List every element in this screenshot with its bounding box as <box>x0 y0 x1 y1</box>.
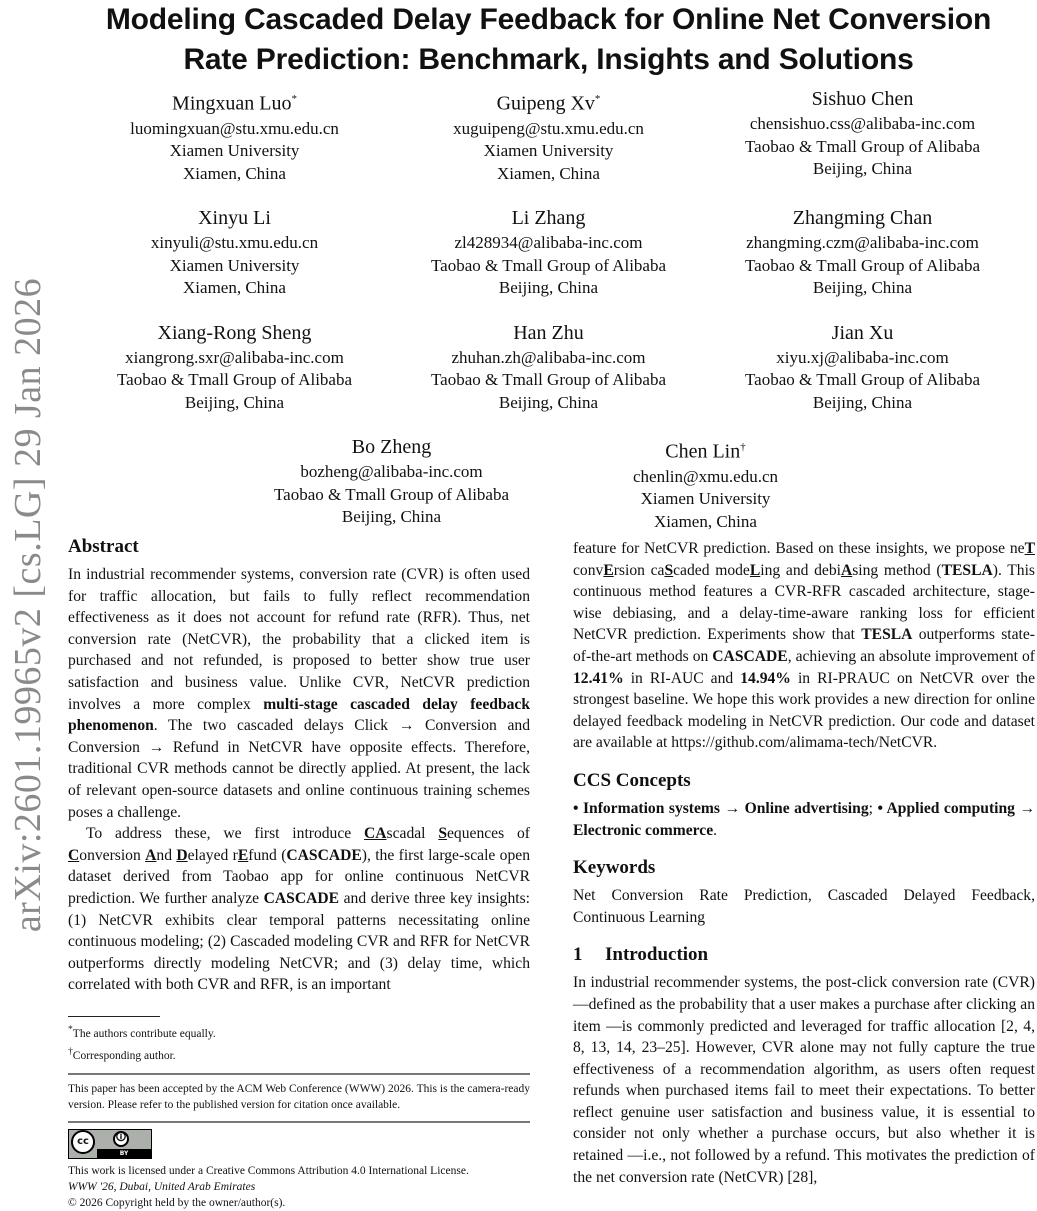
abstract-text: rsion ca <box>613 561 665 579</box>
author-name: Zhangming Chan <box>792 207 933 230</box>
footnote-equal <box>68 1021 530 1043</box>
abstract-text: To address these, we first introduce <box>86 825 365 843</box>
introduction-heading <box>573 942 1035 968</box>
author-row-1 <box>60 86 1037 185</box>
footnote-mark: † <box>68 1045 73 1057</box>
right-column <box>573 538 1035 1188</box>
author-name: Sishuo Chen <box>811 88 914 110</box>
ccs-concepts-list: • Information systems → Online advertising; • Applied computing → Electronic commerce. <box>573 799 1036 839</box>
footnote-mark: * <box>68 1023 73 1035</box>
acronym-letter: S <box>664 561 674 579</box>
title-line-1: Modeling Cascaded Delay Feedback for Online Net Conversion <box>105 3 992 36</box>
acronym-letter: L <box>749 561 761 579</box>
acronym-letter: C <box>68 846 80 864</box>
author-card <box>235 434 549 533</box>
author-affiliation: Xiamen University <box>640 489 771 509</box>
abstract-heading: Abstract <box>68 536 139 557</box>
introduction-paragraph: In industrial recommender systems, the post-click conversion rate (CVR) —defined as the probability that a user makes a purchase after clicking an item —is commonly predicted and leveraged for traffic allocation [2, 4, 8, 13, 14, 23–25]. However, CVR alone may not fully capture the true effectiveness of a recommendation algorithm, as users often request refunds when purchased items fail to meet their expectations. To better reflect genuine user satisfaction and business value, it is essential to consider not only whether a purchase occurs, but also whether it is retained —i.e., not followed by a refund. This motivates the prediction of the net conversion rate (NetCVR) [28], <box>573 974 1035 1186</box>
abstract-text-insights: and derive three key insights: (1) NetCVR exhibits clear temporal patterns necessitating online continuous modeling; (2) Cascaded modeling CVR and RFR for NetCVR outperforms directly modeling NetCVR; and (3) delay time, which correlated with both CVR and RFR, is an important <box>68 889 531 994</box>
arxiv-stamp <box>2 260 54 950</box>
author-email[interactable]: zl428934@alibaba-inc.com <box>454 233 643 253</box>
abstract-text: conv <box>573 561 604 579</box>
author-affiliation: Taobao & Tmall Group of Alibaba <box>744 255 981 275</box>
acronym-letter: S <box>438 825 448 843</box>
dataset-name: CASCADE <box>712 647 788 665</box>
arxiv-id-text: arXiv:2601.19965v2 [cs.LG] 29 Jan 2026 <box>7 277 50 933</box>
author-email[interactable]: xiyu.xj@alibaba-inc.com <box>776 347 949 367</box>
author-email[interactable]: chensishuo.css@alibaba-inc.com <box>749 114 976 133</box>
abstract-text: sing method <box>852 561 931 579</box>
author-row-4 <box>60 434 1037 533</box>
abstract-continuation: feature for NetCVR prediction. Based on these insights, we propose neT convErsion caScaded modeLing and debiAsing method (TESLA). This continuous method features a CVR-RFR cascaded architecture, stage-wise debiasing, and a delay-time-aware ranking loss for efficient NetCVR prediction. Experiments show that TESLA outperforms state-of-the-art methods on CASCADE, achieving an absolute improvement of 12.41% in RI-AUC and 14.94% in RI-PRAUC on NetCVR over the strongest baseline. We hope this work provides a new direction for online delayed feedback modeling in NetCVR prediction. Our code and dataset are available at https://github.com/alimama-tech/NetCVR. <box>573 540 1036 752</box>
section-title: Introduction <box>605 944 709 966</box>
code-repository-link[interactable]: https://github.com/alimama-tech/NetCVR <box>671 734 934 752</box>
acronym-letter: A <box>145 846 157 864</box>
author-location: Xiamen, China <box>497 163 600 183</box>
author-card <box>78 86 392 185</box>
abstract-text: in RI-AUC and <box>623 669 741 687</box>
keywords-text: Net Conversion Rate Prediction, Cascaded Delayed Feedback, Continuous Learning <box>573 887 1035 926</box>
author-location: Beijing, China <box>341 507 442 527</box>
author-email[interactable]: zhuhan.zh@alibaba-inc.com <box>451 347 646 367</box>
author-row-2 <box>60 205 1037 300</box>
author-email[interactable]: luomingxuan@stu.xmu.edu.cn <box>130 118 339 138</box>
abstract-text: feature for NetCVR prediction. Based on these insights, we propose <box>573 540 1010 557</box>
abstract-text: elayed r <box>187 846 238 864</box>
author-location: Xiamen, China <box>183 278 286 298</box>
author-email[interactable]: chenlin@xmu.edu.cn <box>632 466 778 486</box>
ccs-concepts-heading: CCS Concepts <box>573 769 691 791</box>
author-name: Xiang-Rong Sheng <box>157 321 312 344</box>
metric-ri-prauc: 14.94% <box>740 669 791 687</box>
author-card <box>549 434 863 533</box>
author-email[interactable]: xiangrong.sxr@alibaba-inc.com <box>125 347 344 367</box>
ccs-concept: Electronic commerce <box>573 821 714 839</box>
author-affiliation: Taobao & Tmall Group of Alibaba <box>430 370 667 390</box>
ccs-concept: Information systems <box>582 799 720 817</box>
abstract-text: in RI-PRAUC on NetCVR over the strongest baseline. We hope this work provides a new direction for online delayed feedback modeling in NetCVR prediction. Our code and dataset are available at <box>573 669 1036 752</box>
footnote-text: The authors contribute equally. <box>72 1027 216 1040</box>
abstract-text: onversion <box>79 846 146 864</box>
acronym-letter: E <box>237 846 249 864</box>
footnote-rule <box>68 1016 160 1017</box>
author-card <box>392 205 706 300</box>
equal-contribution-mark: * <box>594 93 601 105</box>
author-affiliation: Taobao & Tmall Group of Alibaba <box>744 370 981 390</box>
abstract-text: . <box>933 734 938 752</box>
method-name: TESLA <box>861 626 913 644</box>
acronym-letter: E <box>603 561 614 579</box>
author-email[interactable]: xinyuli@stu.xmu.edu.cn <box>150 233 319 253</box>
equal-contribution-mark: * <box>291 93 297 105</box>
ccs-concept: Online advertising <box>744 799 869 817</box>
attribution-person-icon: 🛈 <box>113 1131 129 1147</box>
author-name: Jian Xu <box>831 321 894 344</box>
abstract-paragraph-1 <box>68 564 530 823</box>
abstract-text: outperforms state-of-the-art methods on <box>573 626 1035 665</box>
author-card <box>706 320 1020 415</box>
dataset-name: CASCADE <box>263 889 340 907</box>
author-location: Beijing, China <box>812 278 913 298</box>
author-name: Li Zhang <box>511 207 586 230</box>
author-affiliation: Taobao & Tmall Group of Alibaba <box>116 370 353 390</box>
abstract-text: . The two cascaded delays Click → Conversion and Conversion → Refund in NetCVR have opposite effects. Therefore, traditional CVR methods cannot be directly applied. At present, the lack of relevant open-source datasets and online continuous training schemes poses a challenge. <box>68 717 530 821</box>
title-line-2: Rate Prediction: Benchmark, Insights and Solutions <box>183 43 914 76</box>
abstract-text: ). This continuous method features a CVR-RFR cascaded architecture, stage-wise debiasing, and a delay-time-aware ranking loss for efficient NetCVR prediction. Experiments show that <box>573 561 1036 644</box>
author-email[interactable]: bozheng@alibaba-inc.com <box>300 462 483 482</box>
author-location: Beijing, China <box>184 392 285 412</box>
acronym-letter: A <box>840 561 853 579</box>
author-name: Han Zhu <box>513 321 584 344</box>
author-location: Beijing, China <box>498 392 599 412</box>
author-location: Xiamen, China <box>654 511 757 531</box>
creative-commons-icon: cc <box>71 1130 95 1154</box>
abstract-text: fund <box>248 846 277 864</box>
author-affiliation: Taobao & Tmall Group of Alibaba <box>744 136 981 156</box>
author-name: Xinyu Li <box>198 207 271 230</box>
divider <box>68 1121 530 1123</box>
abstract-text: ), the first large-scale open dataset derived from Taobao app for online continuous NetCVR prediction. We further analyze <box>68 846 530 907</box>
copyright-text: © 2026 Copyright held by the owner/author(s). <box>68 1196 286 1209</box>
keywords-heading: Keywords <box>573 857 656 879</box>
license-text: This work is licensed under a Creative Commons Attribution 4.0 International License. <box>68 1164 469 1177</box>
author-name: Chen Lin <box>665 440 741 463</box>
author-location: Beijing, China <box>812 392 913 412</box>
author-location: Beijing, China <box>812 159 913 178</box>
abstract-text: caded mode <box>673 561 750 579</box>
by-label: BY <box>97 1149 151 1158</box>
divider <box>68 1073 530 1075</box>
author-email[interactable]: zhangming.czm@alibaba-inc.com <box>746 233 979 253</box>
left-column <box>68 534 530 1211</box>
venue-text: WWW '26, Dubai, United Arab Emirates <box>68 1180 256 1193</box>
acronym-letter: CA <box>364 825 387 843</box>
metric-ri-auc: 12.41% <box>573 669 624 687</box>
author-row-3 <box>60 320 1037 415</box>
author-location: Xiamen, China <box>183 163 286 183</box>
method-name: TESLA <box>941 561 993 579</box>
author-affiliation: Xiamen University <box>169 255 300 275</box>
section-number: 1 <box>573 944 583 966</box>
cc-by-license-badge[interactable] <box>68 1129 152 1159</box>
author-name: Bo Zheng <box>351 436 432 459</box>
author-name: Mingxuan Luo <box>172 92 292 115</box>
corresponding-author-mark: † <box>740 441 746 454</box>
author-card <box>706 205 1020 300</box>
abstract-text: nd <box>156 846 177 864</box>
abstract-text: ne <box>1009 540 1025 557</box>
author-affiliation: Xiamen University <box>483 141 614 161</box>
author-name: Guipeng Xv <box>496 92 595 115</box>
acceptance-note: This paper has been accepted by the ACM Web Conference (WWW) 2026. This is the camera-ready version. Please refer to the published version for citation once available. <box>68 1082 530 1111</box>
footnote-corresponding <box>68 1043 530 1065</box>
author-card <box>78 320 392 415</box>
abstract-emphasis: multi-stage cascaded delay feedback phenomenon <box>68 695 531 735</box>
abstract-text: scadal <box>386 825 439 843</box>
author-card <box>78 205 392 300</box>
abstract-text: In industrial recommender systems, conversion rate (CVR) is often used for traffic allocation, but fails to fully reflect recommendation effectiveness as it does not account for refund rate (RFR). Thus, net conversion rate (NetCVR), the probability that a clicked item is purchased and not refunded, is proposed to better show true user satisfaction and business value. Unlike CVR, NetCVR prediction involves a more complex <box>68 566 530 713</box>
dataset-name: CASCADE <box>286 846 362 864</box>
ccs-concept: Applied computing <box>886 799 1015 817</box>
acronym-letter: T <box>1024 540 1035 557</box>
author-card <box>392 320 706 415</box>
author-affiliation: Taobao & Tmall Group of Alibaba <box>430 255 667 275</box>
abstract-text: ing and debi <box>760 561 841 579</box>
paper-title <box>60 0 1037 80</box>
author-affiliation: Taobao & Tmall Group of Alibaba <box>273 484 510 504</box>
abstract-text: equences of <box>447 825 530 843</box>
author-affiliation: Xiamen University <box>169 141 300 161</box>
acronym-letter: D <box>176 846 188 864</box>
author-email[interactable]: xuguipeng@stu.xmu.edu.cn <box>453 118 644 138</box>
abstract-text: ( <box>276 846 287 864</box>
author-card <box>392 86 706 185</box>
abstract-paragraph-2 <box>68 823 530 996</box>
author-location: Beijing, China <box>498 278 599 298</box>
author-block <box>60 86 1037 553</box>
abstract-text: , achieving an absolute improvement of <box>787 647 1035 665</box>
author-card <box>706 86 1020 185</box>
footnote-text: Corresponding author. <box>72 1049 176 1062</box>
